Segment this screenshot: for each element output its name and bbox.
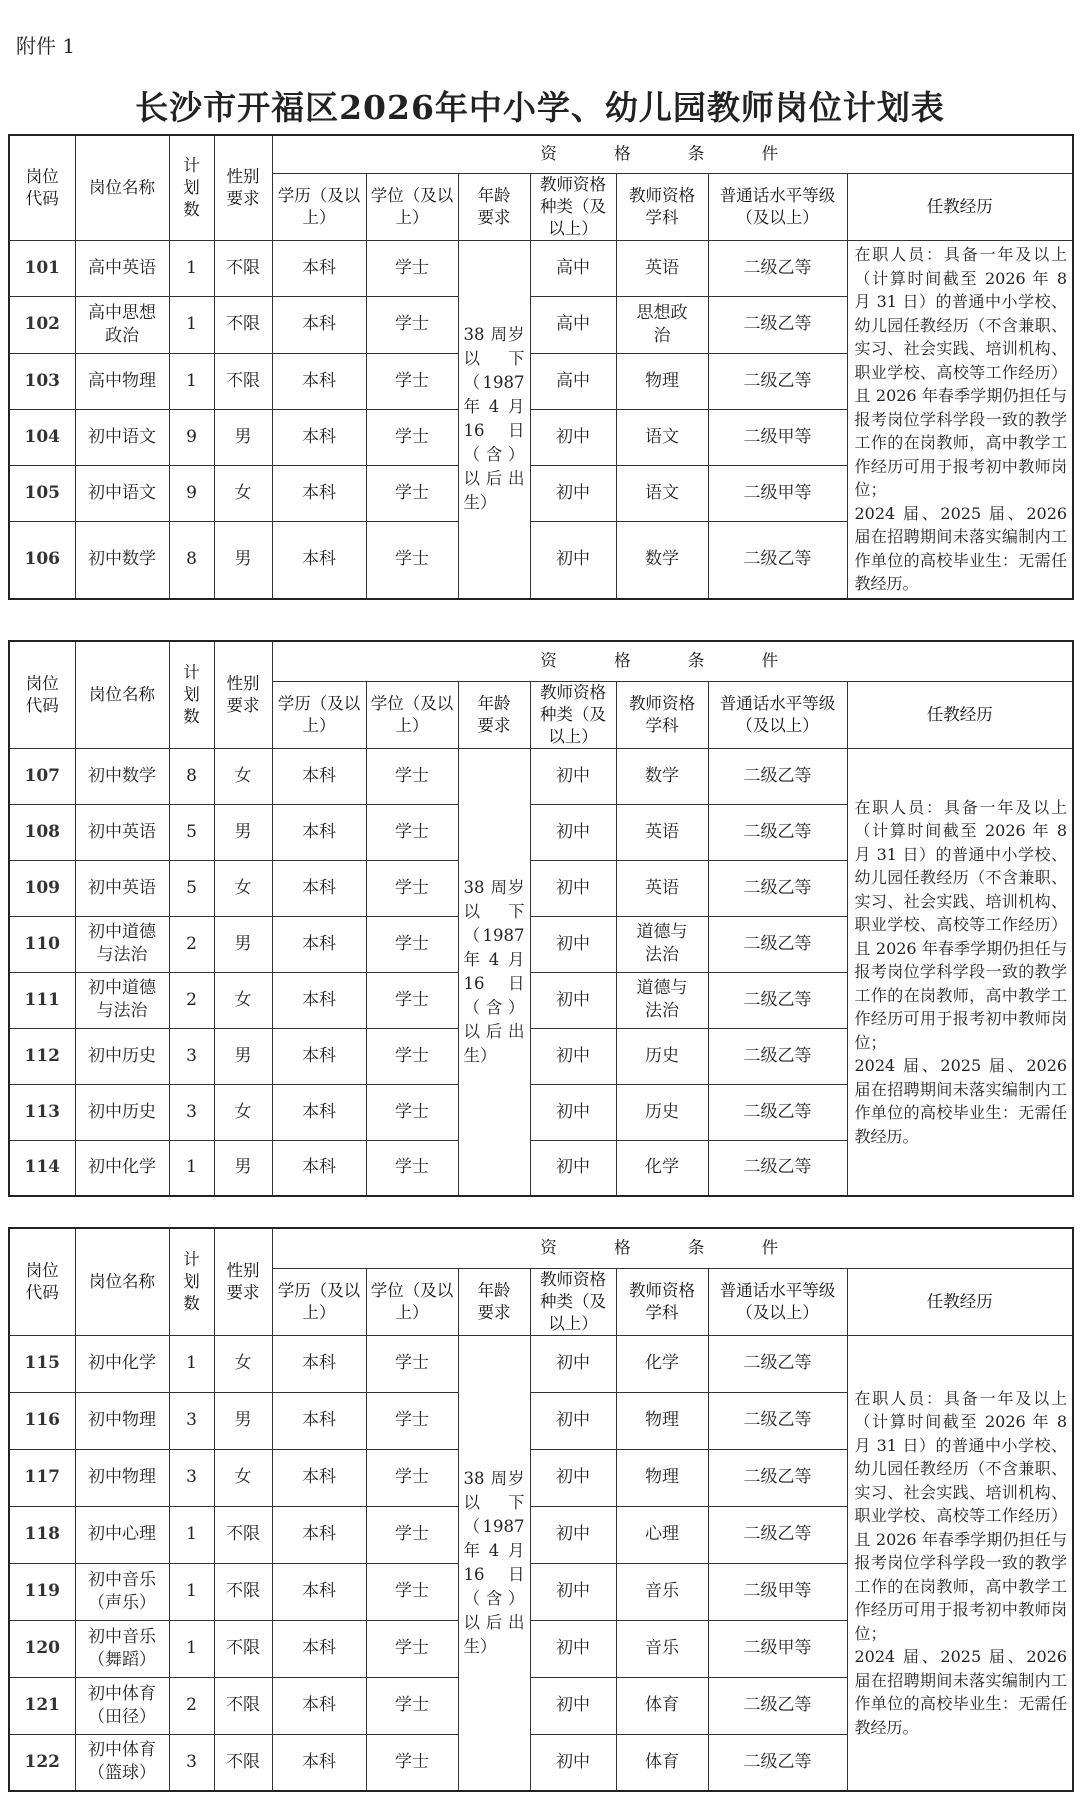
cell-mandarin: 二级乙等 — [708, 521, 847, 599]
cell-name: 初中物理 — [75, 1392, 169, 1449]
cell-cert-type: 初中 — [530, 465, 616, 521]
header-degree: 学位（及以上） — [366, 1268, 458, 1335]
header-experience: 任教经历 — [847, 681, 1073, 748]
cell-mandarin: 二级乙等 — [708, 916, 847, 972]
cell-cert-subject: 物理 — [616, 1449, 708, 1506]
cell-code: 102 — [9, 296, 75, 353]
cell-name: 初中语文 — [75, 465, 169, 521]
cell-education: 本科 — [272, 1392, 366, 1449]
cell-count: 2 — [169, 916, 214, 972]
cell-code: 106 — [9, 521, 75, 599]
cell-mandarin: 二级甲等 — [708, 1620, 847, 1677]
cell-name: 初中道德与法治 — [75, 972, 169, 1028]
cell-cert-subject: 思想政治 — [616, 296, 708, 353]
cell-education: 本科 — [272, 1620, 366, 1677]
cell-code: 117 — [9, 1449, 75, 1506]
cell-mandarin: 二级甲等 — [708, 465, 847, 521]
cell-cert-type: 初中 — [530, 1140, 616, 1196]
cell-mandarin: 二级乙等 — [708, 1734, 847, 1791]
cell-degree: 学士 — [366, 1140, 458, 1196]
cell-mandarin: 二级乙等 — [708, 1335, 847, 1392]
cell-gender: 女 — [214, 465, 272, 521]
cell-cert-type: 初中 — [530, 521, 616, 599]
cell-education: 本科 — [272, 1335, 366, 1392]
cell-cert-subject: 历史 — [616, 1028, 708, 1084]
cell-cert-subject: 英语 — [616, 804, 708, 860]
cell-count: 3 — [169, 1084, 214, 1140]
cell-degree: 学士 — [366, 521, 458, 599]
cell-code: 116 — [9, 1392, 75, 1449]
cell-cert-subject: 语文 — [616, 465, 708, 521]
age-requirement-cell: 38 周岁以下（1987年4月16日（含）以后出生） — [458, 748, 530, 1196]
cell-mandarin: 二级乙等 — [708, 353, 847, 409]
cell-name: 初中音乐（舞蹈） — [75, 1620, 169, 1677]
cell-count: 3 — [169, 1028, 214, 1084]
cell-degree: 学士 — [366, 1392, 458, 1449]
table-row — [9, 1335, 1073, 1392]
cell-code: 110 — [9, 916, 75, 972]
age-requirement-cell: 38 周岁以下（1987年4月16日（含）以后出生） — [458, 240, 530, 599]
cell-cert-subject: 物理 — [616, 353, 708, 409]
header-mandarin: 普通话水平等级（及以上） — [708, 173, 847, 240]
header-cert-subject: 教师资格学科 — [616, 681, 708, 748]
header-degree: 学位（及以上） — [366, 173, 458, 240]
cell-code: 105 — [9, 465, 75, 521]
cell-education: 本科 — [272, 1140, 366, 1196]
cell-name: 初中体育（篮球） — [75, 1734, 169, 1791]
cell-gender: 不限 — [214, 240, 272, 296]
cell-code: 115 — [9, 1335, 75, 1392]
cell-cert-subject: 语文 — [616, 409, 708, 465]
cell-code: 103 — [9, 353, 75, 409]
cell-gender: 不限 — [214, 1563, 272, 1620]
cell-count: 1 — [169, 1563, 214, 1620]
cell-cert-type: 初中 — [530, 972, 616, 1028]
cell-name: 初中物理 — [75, 1449, 169, 1506]
header-cert-type: 教师资格种类（及以上） — [530, 681, 616, 748]
cell-gender: 男 — [214, 521, 272, 599]
cell-cert-subject: 化学 — [616, 1335, 708, 1392]
cell-name: 初中数学 — [75, 748, 169, 804]
cell-cert-type: 高中 — [530, 353, 616, 409]
cell-education: 本科 — [272, 748, 366, 804]
cell-cert-subject: 数学 — [616, 521, 708, 599]
cell-education: 本科 — [272, 465, 366, 521]
cell-count: 3 — [169, 1734, 214, 1791]
cell-count: 5 — [169, 860, 214, 916]
cell-name: 高中物理 — [75, 353, 169, 409]
cell-gender: 女 — [214, 1449, 272, 1506]
cell-gender: 男 — [214, 1028, 272, 1084]
cell-code: 120 — [9, 1620, 75, 1677]
cell-cert-subject: 英语 — [616, 240, 708, 296]
cell-education: 本科 — [272, 916, 366, 972]
header-name: 岗位名称 — [75, 135, 169, 240]
cell-mandarin: 二级乙等 — [708, 1449, 847, 1506]
cell-code: 108 — [9, 804, 75, 860]
cell-gender: 男 — [214, 1392, 272, 1449]
cell-cert-type: 初中 — [530, 1335, 616, 1392]
cell-gender: 女 — [214, 972, 272, 1028]
experience-requirement-cell: 在职人员：具备一年及以上（计算时间截至 2026 年 8 月 31 日）的普通中小学校、幼儿园任教经历（不含兼职、实习、社会实践、培训机构、职业学校、高校等工作经历）且 2026 年春季学期仍担任与报考岗位学科学段一致的教学工作的在岗教师，高中教学工作经历可用于报考初中教师岗位； 2024 届、2025 届、2026 届在招聘期间未落实编制内工作单位的高校毕业生：无需任教经历。 — [847, 1335, 1073, 1791]
header-age: 年龄要求 — [458, 681, 530, 748]
cell-education: 本科 — [272, 409, 366, 465]
cell-gender: 不限 — [214, 296, 272, 353]
cell-education: 本科 — [272, 1506, 366, 1563]
cell-degree: 学士 — [366, 296, 458, 353]
cell-degree: 学士 — [366, 916, 458, 972]
cell-gender: 不限 — [214, 353, 272, 409]
cell-name: 初中道德与法治 — [75, 916, 169, 972]
cell-cert-subject: 道德与法治 — [616, 916, 708, 972]
cell-name: 高中英语 — [75, 240, 169, 296]
cell-degree: 学士 — [366, 465, 458, 521]
cell-gender: 男 — [214, 409, 272, 465]
cell-degree: 学士 — [366, 409, 458, 465]
cell-name: 初中体育（田径） — [75, 1677, 169, 1734]
cell-gender: 不限 — [214, 1734, 272, 1791]
cell-gender: 不限 — [214, 1677, 272, 1734]
cell-code: 112 — [9, 1028, 75, 1084]
cell-degree: 学士 — [366, 1028, 458, 1084]
cell-cert-type: 初中 — [530, 1449, 616, 1506]
cell-code: 101 — [9, 240, 75, 296]
cell-cert-type: 初中 — [530, 409, 616, 465]
cell-code: 104 — [9, 409, 75, 465]
cell-education: 本科 — [272, 296, 366, 353]
page-title: 长沙市开福区2026年中小学、幼儿园教师岗位计划表 — [135, 88, 945, 127]
cell-count: 3 — [169, 1449, 214, 1506]
header-experience: 任教经历 — [847, 1268, 1073, 1335]
header-mandarin: 普通话水平等级（及以上） — [708, 1268, 847, 1335]
header-count: 计划数 — [169, 641, 214, 748]
cell-gender: 女 — [214, 1084, 272, 1140]
cell-gender: 男 — [214, 916, 272, 972]
cell-mandarin: 二级甲等 — [708, 1563, 847, 1620]
cell-count: 5 — [169, 804, 214, 860]
table-row — [9, 240, 1073, 296]
cell-name: 初中英语 — [75, 804, 169, 860]
cell-gender: 男 — [214, 1140, 272, 1196]
cell-code: 114 — [9, 1140, 75, 1196]
cell-degree: 学士 — [366, 804, 458, 860]
cell-name: 初中心理 — [75, 1506, 169, 1563]
cell-education: 本科 — [272, 353, 366, 409]
cell-degree: 学士 — [366, 972, 458, 1028]
cell-degree: 学士 — [366, 1449, 458, 1506]
cell-cert-subject: 物理 — [616, 1392, 708, 1449]
cell-education: 本科 — [272, 972, 366, 1028]
cell-cert-subject: 历史 — [616, 1084, 708, 1140]
cell-education: 本科 — [272, 804, 366, 860]
cell-education: 本科 — [272, 1449, 366, 1506]
cell-cert-type: 高中 — [530, 296, 616, 353]
cell-cert-type: 高中 — [530, 240, 616, 296]
cell-mandarin: 二级乙等 — [708, 296, 847, 353]
header-cert-type: 教师资格种类（及以上） — [530, 1268, 616, 1335]
cell-code: 119 — [9, 1563, 75, 1620]
cell-gender: 不限 — [214, 1620, 272, 1677]
header-gender: 性别要求 — [214, 1228, 272, 1335]
cell-gender: 不限 — [214, 1506, 272, 1563]
cell-cert-type: 初中 — [530, 1506, 616, 1563]
cell-code: 118 — [9, 1506, 75, 1563]
cell-cert-subject: 心理 — [616, 1506, 708, 1563]
cell-gender: 男 — [214, 804, 272, 860]
cell-education: 本科 — [272, 240, 366, 296]
cell-education: 本科 — [272, 1677, 366, 1734]
cell-count: 8 — [169, 521, 214, 599]
cell-mandarin: 二级乙等 — [708, 1392, 847, 1449]
cell-mandarin: 二级乙等 — [708, 748, 847, 804]
cell-mandarin: 二级乙等 — [708, 240, 847, 296]
header-cert-subject: 教师资格学科 — [616, 173, 708, 240]
cell-mandarin: 二级乙等 — [708, 1084, 847, 1140]
header-experience: 任教经历 — [847, 173, 1073, 240]
cell-name: 初中化学 — [75, 1335, 169, 1392]
header-code: 岗位代码 — [9, 1228, 75, 1335]
age-requirement-cell: 38 周岁以下（1987年4月16日（含）以后出生） — [458, 1335, 530, 1791]
cell-count: 2 — [169, 972, 214, 1028]
experience-requirement-cell: 在职人员：具备一年及以上（计算时间截至 2026 年 8 月 31 日）的普通中小学校、幼儿园任教经历（不含兼职、实习、社会实践、培训机构、职业学校、高校等工作经历）且 2026 年春季学期仍担任与报考岗位学科学段一致的教学工作的在岗教师，高中教学工作经历可用于报考初中教师岗位； 2024 届、2025 届、2026 届在招聘期间未落实编制内工作单位的高校毕业生：无需任教经历。 — [847, 748, 1073, 1196]
cell-name: 初中历史 — [75, 1028, 169, 1084]
cell-code: 113 — [9, 1084, 75, 1140]
cell-count: 1 — [169, 1506, 214, 1563]
cell-count: 9 — [169, 465, 214, 521]
cell-education: 本科 — [272, 860, 366, 916]
cell-count: 3 — [169, 1392, 214, 1449]
cell-cert-subject: 音乐 — [616, 1620, 708, 1677]
position-table — [8, 134, 1074, 600]
header-qualifications: 资 格 条 件 — [272, 1228, 1073, 1268]
cell-mandarin: 二级乙等 — [708, 1140, 847, 1196]
header-name: 岗位名称 — [75, 1228, 169, 1335]
cell-code: 122 — [9, 1734, 75, 1791]
cell-name: 高中思想政治 — [75, 296, 169, 353]
cell-cert-type: 初中 — [530, 916, 616, 972]
cell-cert-subject: 体育 — [616, 1677, 708, 1734]
cell-education: 本科 — [272, 1084, 366, 1140]
cell-cert-type: 初中 — [530, 1084, 616, 1140]
cell-count: 1 — [169, 353, 214, 409]
cell-cert-subject: 道德与法治 — [616, 972, 708, 1028]
cell-code: 111 — [9, 972, 75, 1028]
cell-cert-type: 初中 — [530, 804, 616, 860]
header-row — [9, 135, 1073, 173]
cell-cert-subject: 体育 — [616, 1734, 708, 1791]
header-age: 年龄要求 — [458, 173, 530, 240]
cell-name: 初中语文 — [75, 409, 169, 465]
cell-cert-type: 初中 — [530, 860, 616, 916]
cell-degree: 学士 — [366, 1335, 458, 1392]
cell-mandarin: 二级甲等 — [708, 409, 847, 465]
cell-degree: 学士 — [366, 860, 458, 916]
cell-name: 初中英语 — [75, 860, 169, 916]
header-row — [9, 1228, 1073, 1268]
header-age: 年龄要求 — [458, 1268, 530, 1335]
header-mandarin: 普通话水平等级（及以上） — [708, 681, 847, 748]
cell-code: 109 — [9, 860, 75, 916]
cell-name: 初中数学 — [75, 521, 169, 599]
cell-cert-subject: 音乐 — [616, 1563, 708, 1620]
cell-cert-type: 初中 — [530, 1563, 616, 1620]
cell-count: 2 — [169, 1677, 214, 1734]
cell-degree: 学士 — [366, 240, 458, 296]
cell-education: 本科 — [272, 1563, 366, 1620]
header-count: 计划数 — [169, 1228, 214, 1335]
cell-cert-subject: 化学 — [616, 1140, 708, 1196]
cell-cert-type: 初中 — [530, 1392, 616, 1449]
cell-degree: 学士 — [366, 1563, 458, 1620]
cell-cert-subject: 英语 — [616, 860, 708, 916]
cell-mandarin: 二级乙等 — [708, 1677, 847, 1734]
cell-cert-type: 初中 — [530, 1620, 616, 1677]
cell-degree: 学士 — [366, 1506, 458, 1563]
header-education: 学历（及以上） — [272, 173, 366, 240]
experience-requirement-cell: 在职人员：具备一年及以上（计算时间截至 2026 年 8 月 31 日）的普通中小学校、幼儿园任教经历（不含兼职、实习、社会实践、培训机构、职业学校、高校等工作经历）且 2026 年春季学期仍担任与报考岗位学科学段一致的教学工作的在岗教师，高中教学工作经历可用于报考初中教师岗位； 2024 届、2025 届、2026 届在招聘期间未落实编制内工作单位的高校毕业生：无需任教经历。 — [847, 240, 1073, 599]
header-code: 岗位代码 — [9, 135, 75, 240]
header-cert-type: 教师资格种类（及以上） — [530, 173, 616, 240]
header-education: 学历（及以上） — [272, 1268, 366, 1335]
cell-degree: 学士 — [366, 1620, 458, 1677]
attachment-label: 附件 1 — [16, 34, 76, 58]
cell-degree: 学士 — [366, 1734, 458, 1791]
cell-education: 本科 — [272, 1734, 366, 1791]
cell-cert-type: 初中 — [530, 1677, 616, 1734]
header-row — [9, 641, 1073, 681]
cell-count: 1 — [169, 1140, 214, 1196]
cell-cert-type: 初中 — [530, 1028, 616, 1084]
cell-cert-subject: 数学 — [616, 748, 708, 804]
cell-count: 1 — [169, 1335, 214, 1392]
cell-gender: 女 — [214, 860, 272, 916]
position-table — [8, 1227, 1074, 1792]
header-qualifications: 资 格 条 件 — [272, 641, 1073, 681]
header-code: 岗位代码 — [9, 641, 75, 748]
header-degree: 学位（及以上） — [366, 681, 458, 748]
cell-gender: 女 — [214, 748, 272, 804]
cell-degree: 学士 — [366, 353, 458, 409]
cell-code: 107 — [9, 748, 75, 804]
header-cert-subject: 教师资格学科 — [616, 1268, 708, 1335]
cell-name: 初中历史 — [75, 1084, 169, 1140]
cell-cert-type: 初中 — [530, 1734, 616, 1791]
cell-mandarin: 二级乙等 — [708, 1028, 847, 1084]
header-name: 岗位名称 — [75, 641, 169, 748]
cell-name: 初中音乐（声乐） — [75, 1563, 169, 1620]
cell-count: 1 — [169, 1620, 214, 1677]
cell-degree: 学士 — [366, 1677, 458, 1734]
cell-mandarin: 二级乙等 — [708, 1506, 847, 1563]
cell-code: 121 — [9, 1677, 75, 1734]
cell-gender: 女 — [214, 1335, 272, 1392]
cell-cert-type: 初中 — [530, 748, 616, 804]
cell-count: 8 — [169, 748, 214, 804]
table-row — [9, 748, 1073, 804]
cell-education: 本科 — [272, 1028, 366, 1084]
header-qualifications: 资 格 条 件 — [272, 135, 1073, 173]
cell-education: 本科 — [272, 521, 366, 599]
header-count: 计划数 — [169, 135, 214, 240]
position-table — [8, 640, 1074, 1197]
cell-mandarin: 二级乙等 — [708, 804, 847, 860]
cell-count: 1 — [169, 240, 214, 296]
cell-degree: 学士 — [366, 1084, 458, 1140]
cell-degree: 学士 — [366, 748, 458, 804]
header-gender: 性别要求 — [214, 641, 272, 748]
cell-count: 1 — [169, 296, 214, 353]
header-gender: 性别要求 — [214, 135, 272, 240]
cell-mandarin: 二级乙等 — [708, 972, 847, 1028]
cell-mandarin: 二级乙等 — [708, 860, 847, 916]
header-education: 学历（及以上） — [272, 681, 366, 748]
cell-name: 初中化学 — [75, 1140, 169, 1196]
cell-count: 9 — [169, 409, 214, 465]
